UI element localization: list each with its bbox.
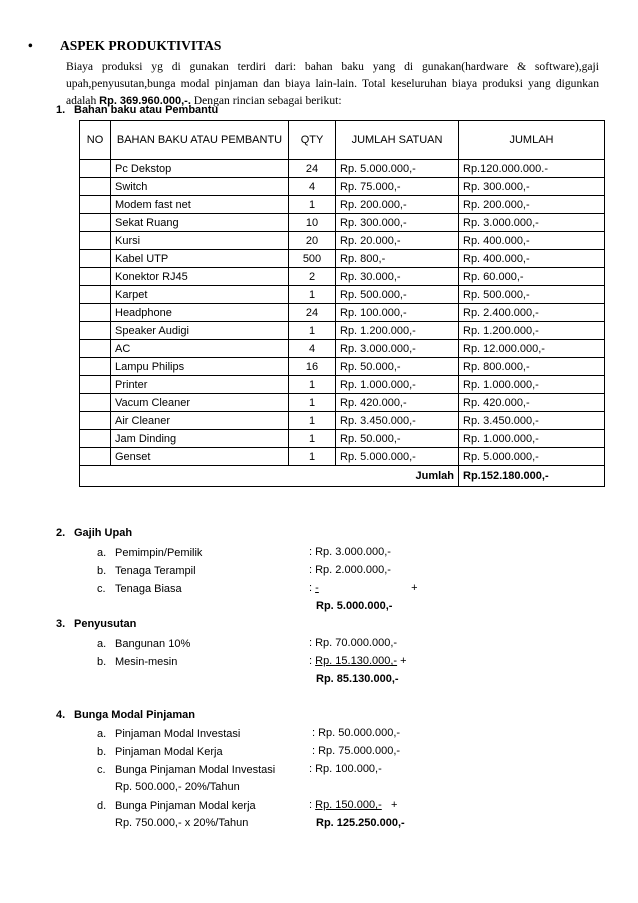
amount-prefix: : — [309, 582, 316, 594]
item-letter: b. — [97, 746, 107, 758]
cell-qty: 10 — [289, 214, 336, 232]
cell-name: Lampu Philips — [111, 358, 289, 376]
plus-sign: + — [397, 655, 407, 667]
item-label: Tenaga Terampil — [115, 565, 196, 577]
cell-no — [80, 304, 111, 322]
cell-qty: 2 — [289, 268, 336, 286]
cell-total: Rp. 420.000,- — [459, 394, 605, 412]
section-4-title — [56, 709, 195, 721]
table-row — [80, 268, 605, 286]
section-3-title — [56, 618, 136, 630]
table-row — [80, 160, 605, 178]
cell-no — [80, 358, 111, 376]
section-number: 2. — [56, 527, 66, 539]
item-amount: : Rp. 2.000.000,- — [309, 564, 391, 576]
item-amount: : Rp. 70.000.000,- — [309, 637, 398, 649]
cell-unit: Rp. 1.000.000,- — [336, 376, 459, 394]
header-no: NO — [80, 121, 111, 160]
table-row — [80, 232, 605, 250]
section-label: Bahan baku atau Pembantu — [74, 104, 219, 116]
table-row — [80, 304, 605, 322]
total-value: Rp.152.180.000,- — [459, 466, 605, 487]
cell-no — [80, 232, 111, 250]
header-unit: JUMLAH SATUAN — [336, 121, 459, 160]
cell-qty: 1 — [289, 448, 336, 466]
subtotal: Rp. 125.250.000,- — [316, 817, 405, 829]
cell-total: Rp. 5.000.000,- — [459, 448, 605, 466]
cell-unit: Rp. 300.000,- — [336, 214, 459, 232]
item-label: Bunga Pinjaman Modal kerja — [115, 800, 256, 812]
cell-qty: 20 — [289, 232, 336, 250]
amount-value: Rp. 150.000,- — [315, 799, 382, 811]
table-row — [80, 358, 605, 376]
amount-prefix: : — [309, 655, 316, 667]
total-label: Jumlah — [80, 466, 459, 487]
cell-qty: 16 — [289, 358, 336, 376]
cell-no — [80, 430, 111, 448]
cell-total: Rp. 1.000.000,- — [459, 376, 605, 394]
table-row — [80, 340, 605, 358]
cell-no — [80, 340, 111, 358]
cell-total: Rp. 400.000,- — [459, 232, 605, 250]
item-amount — [309, 799, 397, 811]
cell-unit: Rp. 50.000,- — [336, 430, 459, 448]
cell-qty: 1 — [289, 394, 336, 412]
item-letter: a. — [97, 638, 107, 650]
table-header-row — [80, 121, 605, 160]
section-number: 3. — [56, 618, 66, 630]
item-letter: a. — [97, 728, 107, 740]
cell-unit: Rp. 5.000.000,- — [336, 160, 459, 178]
cell-unit: Rp. 30.000,- — [336, 268, 459, 286]
section-2-title — [56, 527, 132, 539]
header-qty: QTY — [289, 121, 336, 160]
table-row — [80, 196, 605, 214]
cell-total: Rp. 3.000.000,- — [459, 214, 605, 232]
table-row — [80, 376, 605, 394]
cell-name: AC — [111, 340, 289, 358]
section-heading — [28, 38, 221, 54]
cell-unit: Rp. 3.450.000,- — [336, 412, 459, 430]
cell-no — [80, 322, 111, 340]
cell-total: Rp. 300.000,- — [459, 178, 605, 196]
item-amount: : Rp. 100.000,- — [309, 763, 382, 775]
item-letter: b. — [97, 565, 107, 577]
table-row — [80, 430, 605, 448]
table-row — [80, 178, 605, 196]
cell-total: Rp.120.000.000.- — [459, 160, 605, 178]
section-1-title — [56, 104, 218, 116]
cell-name: Sekat Ruang — [111, 214, 289, 232]
intro-text: Biaya produksi yg di gunakan terdiri dari: bahan baku yang di gunakan(hardware & software),gaji upah,penyusutan,bunga modal pinjaman dan biaya lain-lain. Total keseluruhan biaya produksi yang digunkan adalah — [66, 60, 599, 107]
cell-qty: 24 — [289, 160, 336, 178]
cell-unit: Rp. 200.000,- — [336, 196, 459, 214]
table-body — [80, 160, 605, 466]
item-label: Bangunan 10% — [115, 638, 191, 650]
cell-no — [80, 178, 111, 196]
cell-no — [80, 394, 111, 412]
cell-no — [80, 268, 111, 286]
item-label: Mesin-mesin — [115, 656, 178, 668]
subtotal: Rp. 85.130.000,- — [316, 673, 399, 685]
item-letter: c. — [97, 764, 106, 776]
section-number: 1. — [56, 104, 66, 116]
cell-qty: 1 — [289, 286, 336, 304]
cell-qty: 1 — [289, 196, 336, 214]
cell-unit: Rp. 420.000,- — [336, 394, 459, 412]
cell-unit: Rp. 1.200.000,- — [336, 322, 459, 340]
cell-no — [80, 250, 111, 268]
intro-paragraph — [66, 58, 599, 110]
header-total: JUMLAH — [459, 121, 605, 160]
section-label: Bunga Modal Pinjaman — [74, 709, 196, 721]
item-label: Bunga Pinjaman Modal Investasi — [115, 764, 276, 776]
item-letter: a. — [97, 547, 107, 559]
cell-name: Switch — [111, 178, 289, 196]
cell-name: Speaker Audigi — [111, 322, 289, 340]
item-amount: : Rp. 50.000.000,- — [312, 727, 401, 739]
item-letter: c. — [97, 583, 106, 595]
cell-no — [80, 160, 111, 178]
cell-name: Karpet — [111, 286, 289, 304]
table-row — [80, 322, 605, 340]
cell-total: Rp. 200.000,- — [459, 196, 605, 214]
item-label: Pinjaman Modal Kerja — [115, 746, 223, 758]
cell-name: Vacum Cleaner — [111, 394, 289, 412]
cell-qty: 500 — [289, 250, 336, 268]
bullet: • — [28, 38, 33, 53]
cell-total: Rp. 12.000.000,- — [459, 340, 605, 358]
cell-no — [80, 286, 111, 304]
cell-no — [80, 448, 111, 466]
cell-no — [80, 412, 111, 430]
amount-prefix: : — [309, 799, 316, 811]
section-label: Penyusutan — [74, 618, 137, 630]
cell-name: Printer — [111, 376, 289, 394]
cell-name: Kabel UTP — [111, 250, 289, 268]
cell-total: Rp. 1.000.000,- — [459, 430, 605, 448]
table-row — [80, 394, 605, 412]
cell-total: Rp. 1.200.000,- — [459, 322, 605, 340]
cell-unit: Rp. 3.000.000,- — [336, 340, 459, 358]
cell-no — [80, 214, 111, 232]
cell-name: Air Cleaner — [111, 412, 289, 430]
table-row — [80, 250, 605, 268]
subtotal: Rp. 5.000.000,- — [316, 600, 393, 612]
item-amount: : Rp. 75.000.000,- — [312, 745, 401, 757]
cell-unit: Rp. 500.000,- — [336, 286, 459, 304]
item-sub-note: Rp. 500.000,- 20%/Tahun — [115, 781, 240, 793]
cell-total: Rp. 800.000,- — [459, 358, 605, 376]
table-row — [80, 448, 605, 466]
intro-tail: Dengan rincian sebagai berikut: — [190, 94, 342, 107]
cell-qty: 1 — [289, 430, 336, 448]
item-amount — [309, 582, 418, 594]
cell-no — [80, 376, 111, 394]
amount-value: Rp. 15.130.000,- — [315, 655, 398, 667]
cell-unit: Rp. 20.000,- — [336, 232, 459, 250]
table-row — [80, 286, 605, 304]
cell-total: Rp. 500.000,- — [459, 286, 605, 304]
amount-value: - — [315, 582, 319, 594]
cell-qty: 4 — [289, 340, 336, 358]
cell-unit: Rp. 5.000.000,- — [336, 448, 459, 466]
item-letter: d. — [97, 800, 107, 812]
cell-name: Konektor RJ45 — [111, 268, 289, 286]
table-row — [80, 412, 605, 430]
intro-total: Rp. 369.960.000,-. — [99, 95, 191, 107]
section-title: ASPEK PRODUKTIVITAS — [60, 38, 222, 53]
item-amount: : Rp. 3.000.000,- — [309, 546, 391, 558]
header-name: BAHAN BAKU ATAU PEMBANTU — [111, 121, 289, 160]
item-label: Pinjaman Modal Investasi — [115, 728, 241, 740]
materials-table — [79, 120, 605, 487]
cell-unit: Rp. 800,- — [336, 250, 459, 268]
item-letter: b. — [97, 656, 107, 668]
table-total-row — [80, 466, 605, 487]
plus-sign: + — [381, 799, 398, 811]
cell-name: Modem fast net — [111, 196, 289, 214]
cell-unit: Rp. 100.000,- — [336, 304, 459, 322]
section-label: Gajih Upah — [74, 527, 133, 539]
section-number: 4. — [56, 709, 66, 721]
cell-total: Rp. 2.400.000,- — [459, 304, 605, 322]
cell-qty: 4 — [289, 178, 336, 196]
cell-qty: 1 — [289, 412, 336, 430]
cell-no — [80, 196, 111, 214]
cell-qty: 1 — [289, 376, 336, 394]
cell-unit: Rp. 75.000,- — [336, 178, 459, 196]
item-amount — [309, 655, 407, 667]
item-sub-note: Rp. 750.000,- x 20%/Tahun — [115, 817, 249, 829]
cell-name: Genset — [111, 448, 289, 466]
cell-total: Rp. 3.450.000,- — [459, 412, 605, 430]
table-row — [80, 214, 605, 232]
item-label: Tenaga Biasa — [115, 583, 182, 595]
cell-total: Rp. 400.000,- — [459, 250, 605, 268]
cell-qty: 24 — [289, 304, 336, 322]
plus-sign: + — [411, 582, 418, 594]
cell-name: Kursi — [111, 232, 289, 250]
cell-name: Pc Dekstop — [111, 160, 289, 178]
cell-name: Jam Dinding — [111, 430, 289, 448]
cell-name: Headphone — [111, 304, 289, 322]
cell-total: Rp. 60.000,- — [459, 268, 605, 286]
cell-unit: Rp. 50.000,- — [336, 358, 459, 376]
cell-qty: 1 — [289, 322, 336, 340]
item-label: Pemimpin/Pemilik — [115, 547, 203, 559]
